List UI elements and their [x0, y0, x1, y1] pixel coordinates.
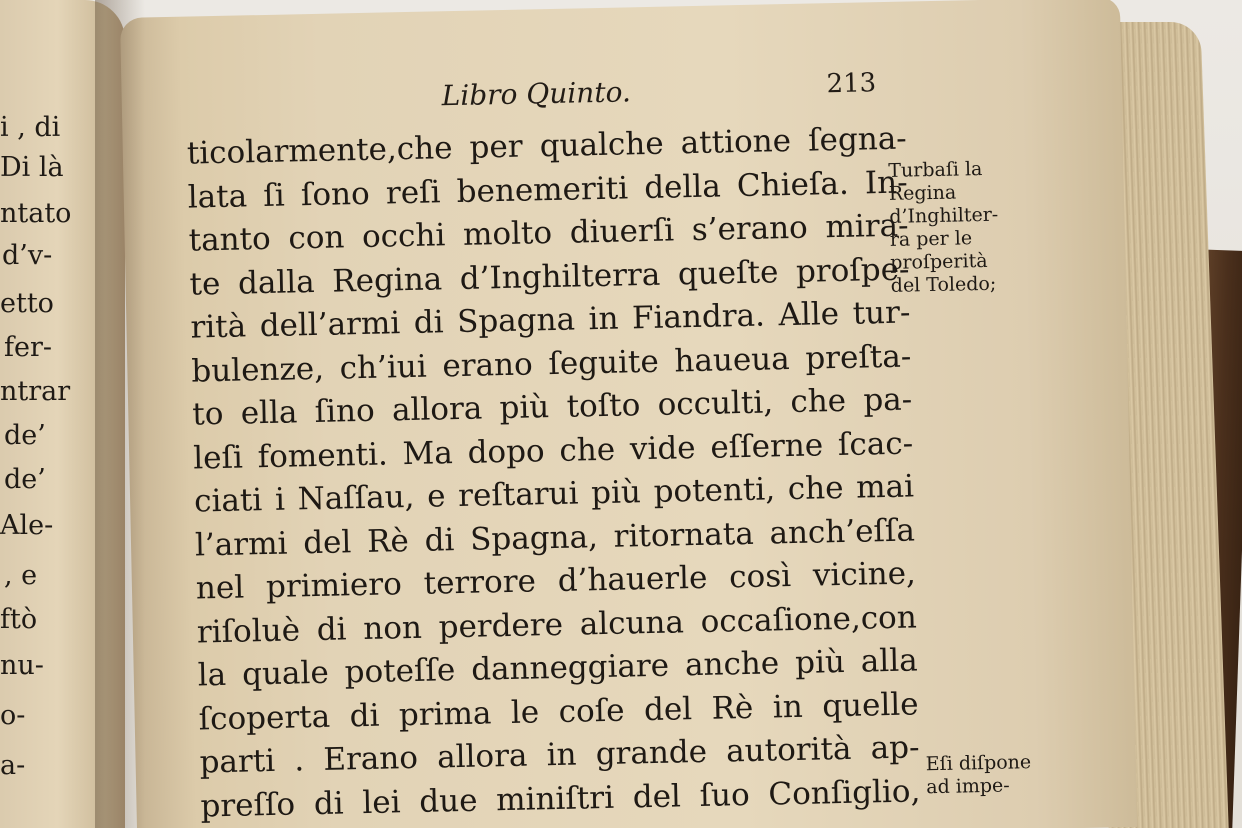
left-page-line: ntrar: [0, 376, 71, 407]
body-line: lata ſi ſono reſi benemeriti della Chieſa. In-: [187, 164, 908, 216]
body-line: parti . Erano allora in grande autorità ap-: [199, 729, 920, 781]
right-page: [120, 0, 1137, 828]
marginal-line: del Toledo;: [890, 272, 997, 297]
left-page-line: Ale-: [0, 510, 54, 541]
body-line: te dalla Regina d’Inghilterra queſte proſpe-: [189, 251, 910, 303]
body-line: nel primiero terrore d’hauerle così vicine,: [195, 555, 917, 607]
page-number: 213: [826, 68, 877, 100]
marginal-line: d’Inghilter-: [889, 203, 999, 228]
marginal-line: Eſi diſpone: [925, 751, 1032, 776]
body-line: l’armi del Rè di Spagna, ritornata anch’eſſa: [194, 511, 916, 564]
body-line: la quale poteſſe danneggiare anche più alla: [197, 642, 919, 694]
left-page-line: ntato: [0, 198, 72, 229]
gutter-shadow: [95, 0, 145, 828]
left-page-line: Di là: [0, 152, 64, 183]
body-text: [186, 118, 920, 828]
left-page-line: a-: [0, 750, 26, 781]
body-line: leſi fomenti. Ma dopo che vide eſſerne ſcac-: [192, 424, 914, 477]
marginal-line: ra per le: [889, 227, 973, 251]
left-page-line: d’v-: [2, 240, 53, 271]
marginal-line: Turbaſi la: [888, 157, 983, 182]
left-page-line: de’: [4, 464, 46, 495]
left-page-line: ftò: [0, 604, 38, 635]
body-line: ciati i Naſſau, e reſtarui più potenti, che mai: [193, 468, 915, 520]
left-page-line: nu-: [0, 650, 44, 681]
body-line: rità dell’armi di Spagna in Fiandra. Alle tur-: [190, 294, 911, 346]
left-page-line: i , di: [0, 112, 61, 143]
marginal-note: [926, 751, 1032, 799]
marginal-line: proſperità: [890, 249, 988, 274]
marginal-note: [888, 158, 1000, 298]
left-page-line: etto: [0, 288, 54, 319]
left-page-line: , e: [4, 560, 38, 591]
body-line: to ella ſino allora più toſto occulti, che pa-: [191, 381, 913, 433]
left-page-line: fer-: [4, 332, 53, 363]
marginal-line: Regina: [888, 181, 957, 205]
left-page-line: de’: [4, 420, 46, 451]
left-page-line: o-: [0, 700, 26, 731]
body-line: riſoluè di non perdere alcuna occaſione,con: [196, 598, 918, 651]
body-line: tanto con occhi molto diuerſi s’erano mira-: [188, 207, 909, 259]
body-line: preſſo di lei due miniſtri del ſuo Conſiglio,: [200, 772, 921, 824]
body-line: ticolarmente,che per qualche attione ſegna-: [186, 120, 908, 172]
body-line: bulenze, ch’iui erano ſeguite haueua preſta-: [191, 338, 912, 390]
marginal-line: ad impe-: [926, 774, 1010, 799]
body-line: ſcoperta di prima le coſe del Rè in quelle: [198, 685, 919, 738]
running-header: Libro Quinto.: [441, 75, 632, 113]
